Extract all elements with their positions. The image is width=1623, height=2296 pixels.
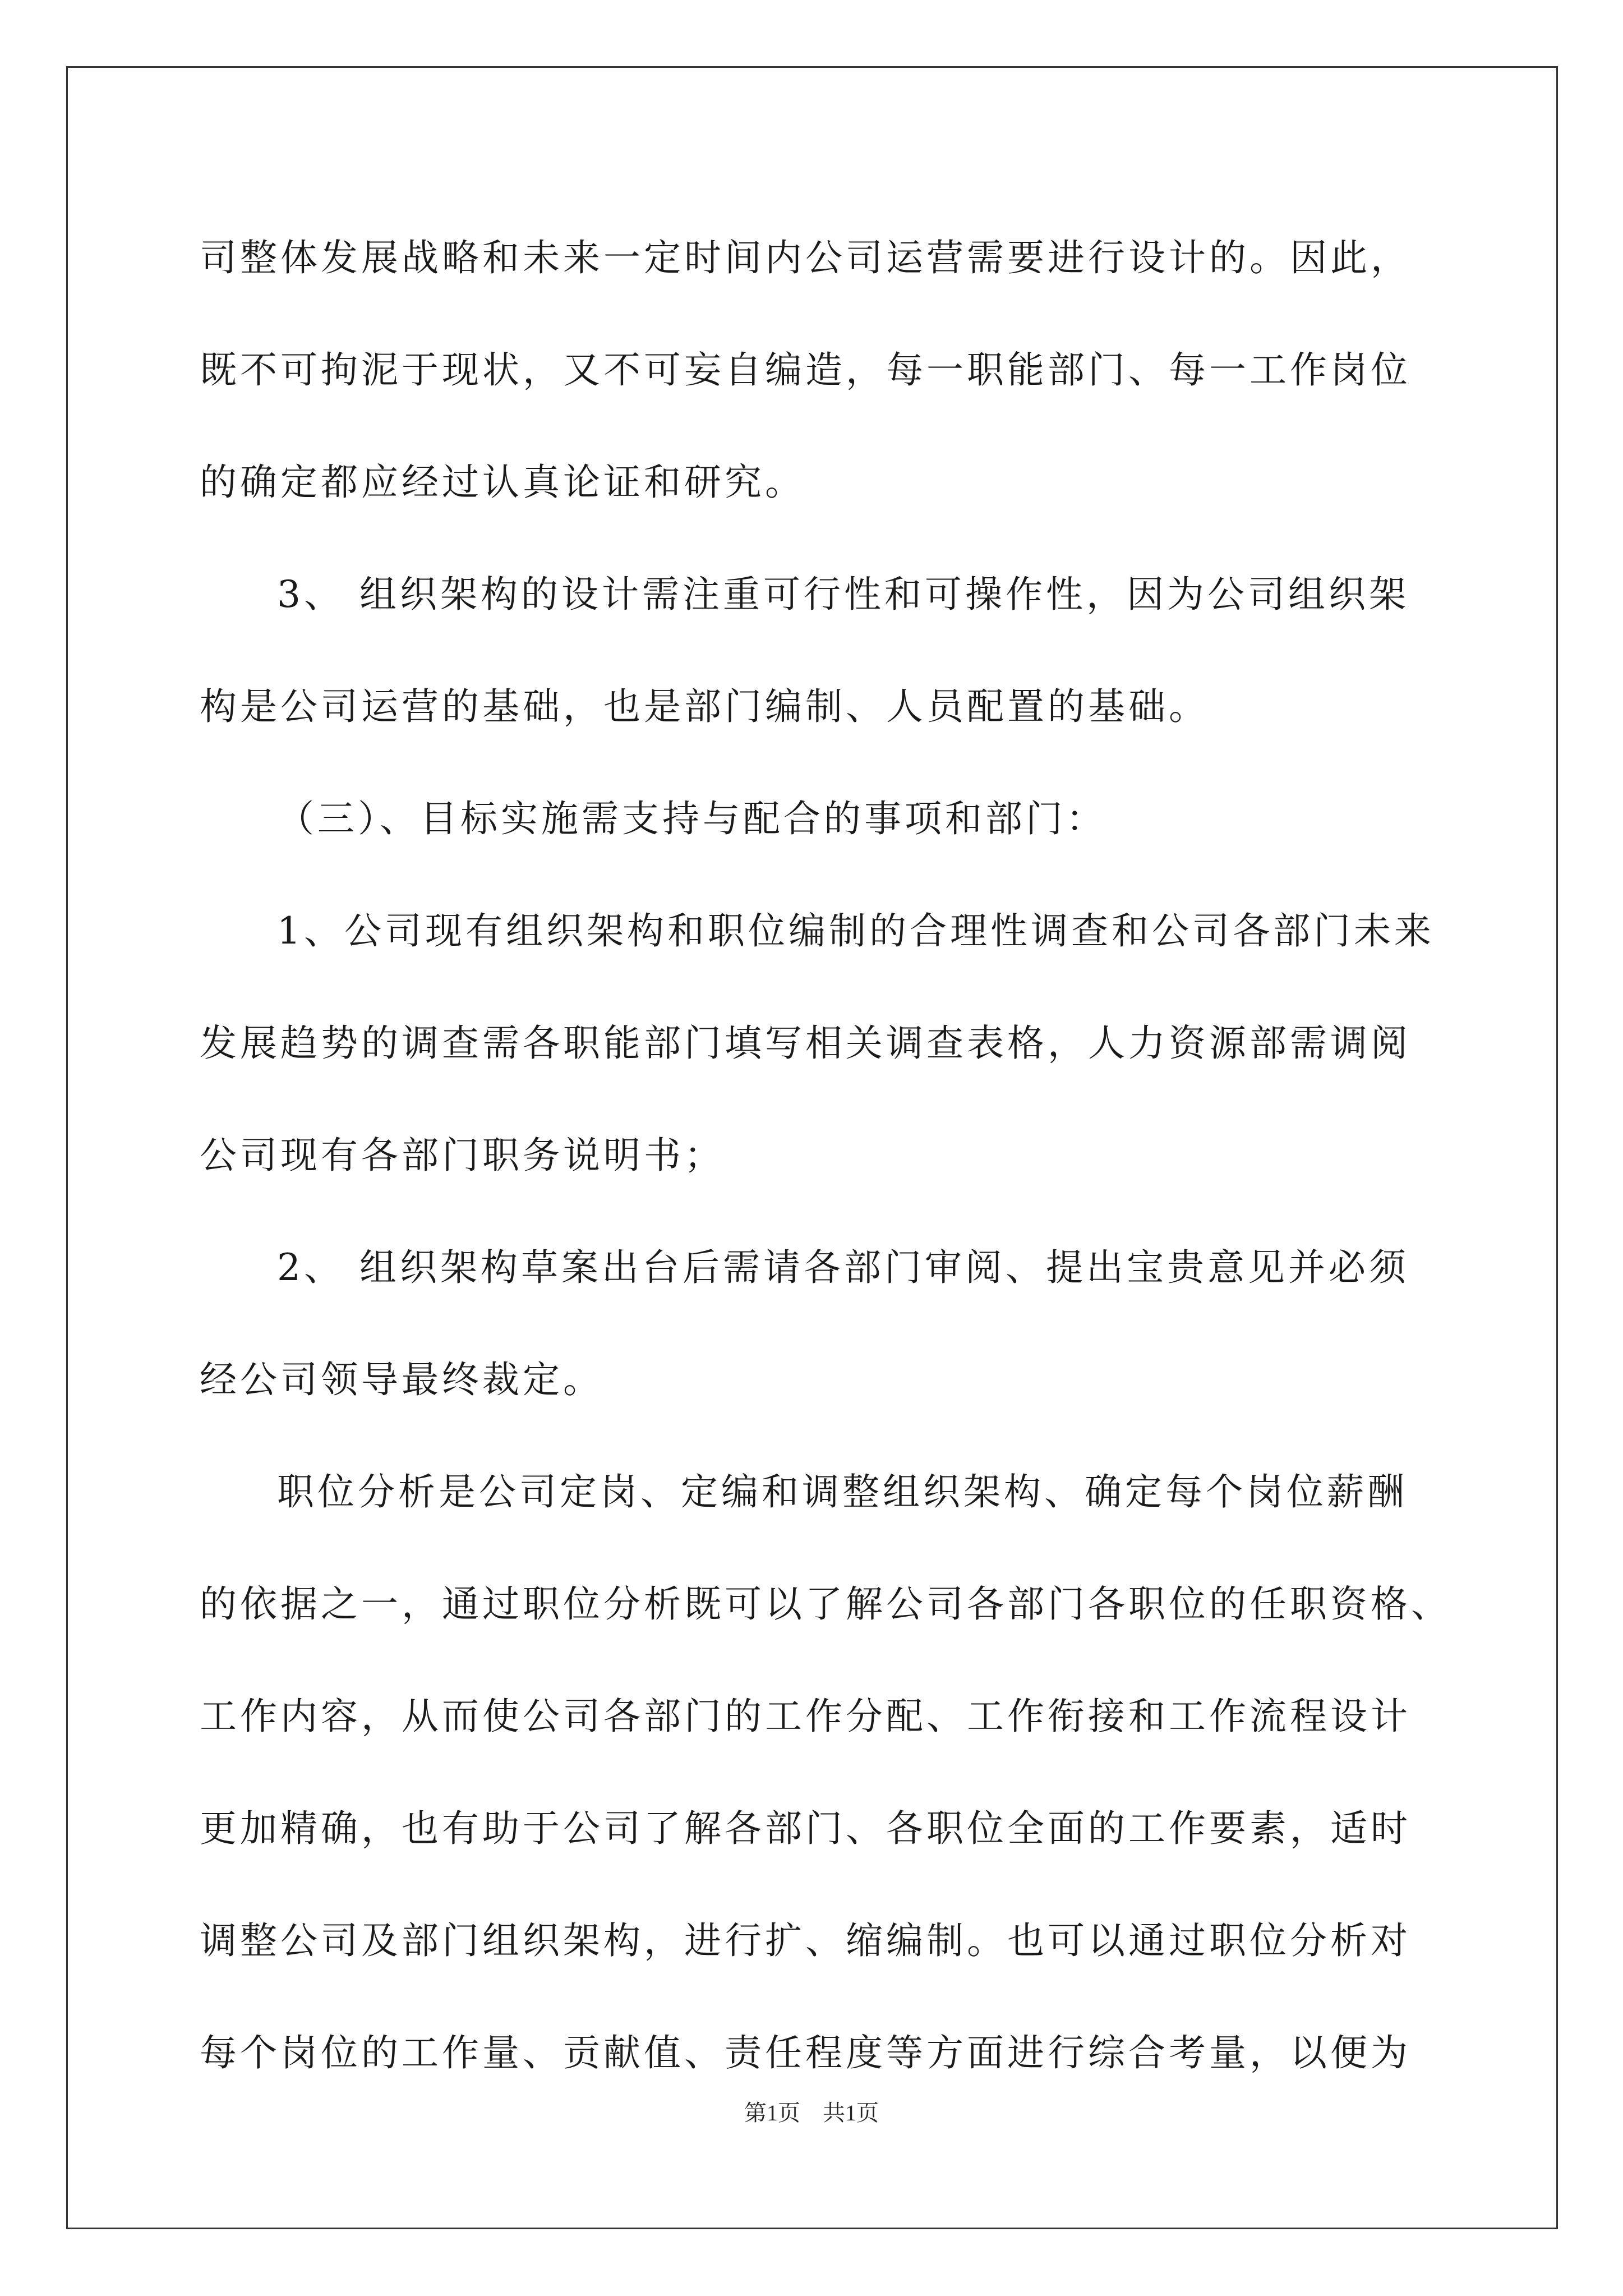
document-body — [200, 202, 1484, 2109]
text-line: 的确定都应经过认真论证和研究。 — [200, 461, 805, 504]
section-heading: （三）、目标实施需支持与配合的事项和部门： — [277, 797, 1106, 840]
text-line: 发展趋势的调查需各职能部门填写相关调查表格，人力资源部需调阅 — [200, 1022, 1411, 1065]
text-line: 1、公司现有组织架构和职位编制的合理性调查和公司各部门未来 — [277, 909, 1435, 953]
text-line: 司整体发展战略和未来一定时间内公司运营需要进行设计的。因此， — [200, 236, 1411, 279]
page-footer: 第1页 共1页 — [744, 2100, 879, 2125]
text-line: 既不可拘泥于现状，又不可妄自编造，每一职能部门、每一工作岗位 — [200, 348, 1411, 392]
text-line: 2、 组织架构草案出台后需请各部门审阅、提出宝贵意见并必须 — [277, 1246, 1409, 1289]
text-line: 职位分析是公司定岗、定编和调整组织架构、确定每个岗位薪酬 — [277, 1470, 1408, 1513]
text-line: 调整公司及部门组织架构，进行扩、缩编制。也可以通过职位分析对 — [200, 1919, 1411, 1962]
text-line: 3、 组织架构的设计需注重可行性和可操作性，因为公司组织架 — [277, 573, 1409, 616]
text-line: 更加精确，也有助于公司了解各部门、各职位全面的工作要素，适时 — [200, 1807, 1411, 1850]
text-line: 每个岗位的工作量、贡献值、责任程度等方面进行综合考量，以便为 — [200, 2031, 1411, 2074]
text-line: 公司现有各部门职务说明书； — [200, 1134, 725, 1177]
text-line: 工作内容，从而使公司各部门的工作分配、工作衔接和工作流程设计 — [200, 1695, 1411, 1738]
text-line: 的依据之一，通过职位分析既可以了解公司各部门各职位的任职资格、 — [200, 1582, 1451, 1626]
text-line: 经公司领导最终裁定。 — [200, 1358, 603, 1401]
text-line: 构是公司运营的基础，也是部门编制、人员配置的基础。 — [200, 685, 1209, 728]
